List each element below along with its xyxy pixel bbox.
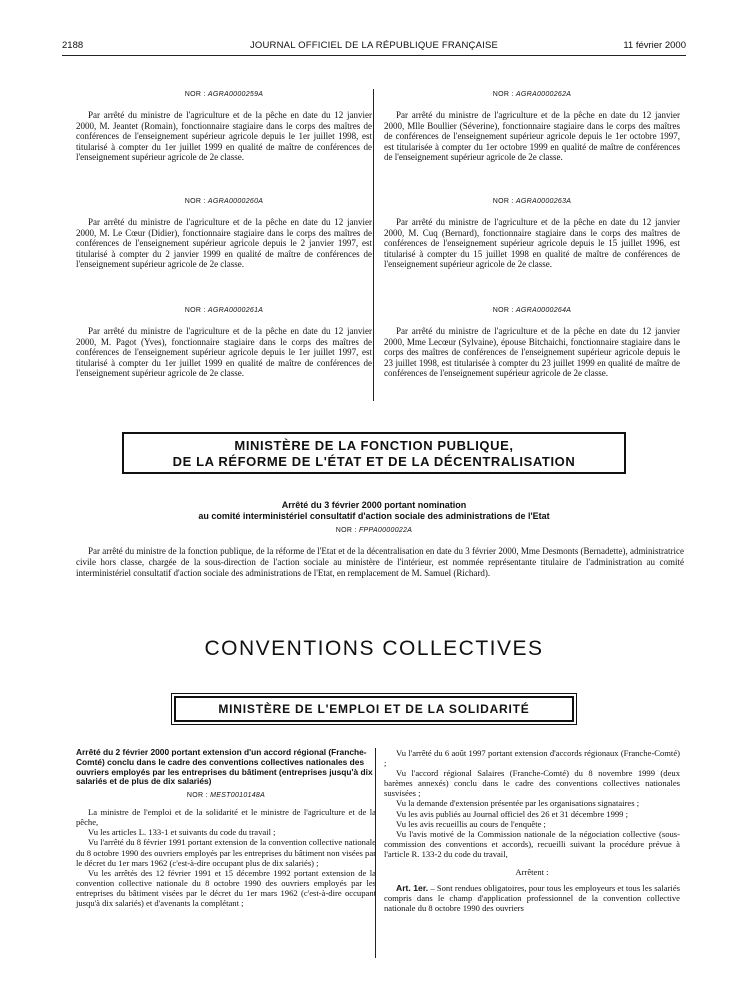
preamble-paragraph: Vu l'avis motivé de la Commission nationale de la négociation collective (sous-commission des conventions et accords), recueilli suivant la procédure prévue à l'article R. 133-2 du code du travail, — [384, 828, 680, 859]
preamble-paragraph: La ministre de l'emploi et de la solidarité et le ministre de l'agriculture et de la pêche, — [76, 807, 376, 828]
nor-reference: NOR : MEST0010148A — [186, 792, 266, 800]
ministry-heading-line-2: DE LA RÉFORME DE L'ÉTAT ET DE LA DÉCENTRALISATION — [172, 454, 576, 469]
right-column-entry-2 — [384, 198, 680, 270]
preamble-paragraph: Vu les articles L. 133-1 et suivants du code du travail ; — [88, 827, 276, 838]
arrete-title — [62, 500, 686, 522]
nor-reference: NOR : AGRA0000264A — [492, 307, 572, 314]
decree-text: Par arrêté du ministre de l'agriculture et de la pêche en date du 12 janvier 2000, M. Cuq (Bernard), fonctionnaire stagiaire dans le corps des maîtres de conférences de l'enseignement supérieur agricole depuis le 15 juillet 1996, est titularisé à compter du 15 juillet 1998 en qualité de maître de conférences de l'enseignement supérieur agricole de 2e classe. — [384, 217, 680, 270]
nor-reference: NOR : AGRA0000260A — [184, 198, 264, 205]
nor-reference: NOR : AGRA0000262A — [492, 91, 572, 98]
arrete-emploi-right — [384, 748, 680, 913]
arretent-label: Arrêtent : — [515, 867, 549, 878]
ministry-heading-emploi: MINISTÈRE DE L'EMPLOI ET DE LA SOLIDARITÉ — [174, 696, 574, 722]
article-1-text: – Sont rendues obligatoires, pour tous les employeurs et tous les salariés compris dans le champ d'application professionnel de la convention collective nationale du 8 octobre 1990 des ouvriers — [384, 883, 680, 914]
ministry-heading-fonction-publique — [122, 432, 626, 474]
page-header — [62, 40, 686, 54]
article-1-label: Art. 1er. — [396, 883, 429, 894]
preamble-paragraph: Vu l'accord régional Salaires (Franche-Comté) du 8 novembre 1999 (deux barèmes annexés) conclu dans le cadre des conventions collectives nationales susvisées ; — [384, 768, 680, 799]
right-column-entry-1 — [384, 91, 680, 163]
nor-reference: NOR : AGRA0000263A — [492, 198, 572, 205]
decree-text: Par arrêté du ministre de l'agriculture et de la pêche en date du 12 janvier 2000, M. Le Cœur (Didier), fonctionnaire stagiaire dans le corps des maîtres de conférences de l'enseignement supérieur agricole depuis le 2 janvier 1997, est titularisé à compter du 2 janvier 1999 en qualité de maître de conférences de l'enseignement supérieur agricole de 2e classe. — [76, 217, 372, 270]
arrete-emploi-left — [76, 748, 376, 908]
preamble-paragraph: Vu la demande d'extension présentée par les organisations signataires ; — [396, 798, 640, 809]
preamble-paragraph: Vu les avis recueillis au cours de l'enquête ; — [396, 818, 546, 829]
right-column-entry-3 — [384, 307, 680, 379]
header-rule — [62, 55, 686, 56]
column-divider — [373, 89, 374, 401]
arrete-title-line-1: Arrêté du 3 février 2000 portant nomination — [281, 500, 467, 510]
decree-text: Par arrêté du ministre de l'agriculture et de la pêche en date du 12 janvier 2000, Mme Lecœur (Sylvaine), épouse Bitchaichi, fonctionnaire stagiaire dans le corps des maîtres de conférences de l'enseignement supérieur agricole depuis le 23 juillet 1998, est titularisée à compter du 23 juillet 1999 en qualité de maître de conférences de l'enseignement supérieur agricole de 2e classe. — [384, 326, 680, 379]
preamble-paragraph: Vu l'arrêté du 6 août 1997 portant extension d'accords régionaux (Franche-Comté) ; — [384, 748, 680, 769]
ministry-heading-line-1: MINISTÈRE DE LA FONCTION PUBLIQUE, — [234, 438, 514, 453]
arrete-title-line-2: au comité interministériel consultatif d'action sociale des administrations de l'Etat — [198, 511, 550, 521]
journal-title: JOURNAL OFFICIEL DE LA RÉPUBLIQUE FRANÇAISE — [249, 40, 499, 51]
left-column-entry-1 — [76, 91, 372, 163]
decree-text: Par arrêté du ministre de l'agriculture et de la pêche en date du 12 janvier 2000, M. Jeantet (Romain), fonctionnaire stagiaire dans le corps des maîtres de conférences de l'enseignement supérieur agricole depuis le 1er juillet 1998, est titularisé à compter du 1er juillet 1999 en qualité de maître de conférences de l'enseignement supérieur agricole de 2e classe. — [76, 110, 372, 163]
nor-reference: NOR : AGRA0000261A — [184, 307, 264, 314]
article-1 — [384, 883, 680, 913]
arrete-title: Arrêté du 2 février 2000 portant extension d'un accord régional (Franche-Comté) conclu dans le cadre des conventions collectives nationales des ouvriers employés par les entreprises du bâtiment (entreprises jusqu'à dix salariés et de plus de dix salariés) — [76, 747, 373, 787]
left-column-entry-3 — [76, 307, 372, 379]
preamble-paragraph: Vu les arrêtés des 12 février 1991 et 15 décembre 1992 portant extension de la convention collective nationale du 8 octobre 1990 des ouvriers employés par les entreprises du bâtiment visées par le décret du 1er mars 1962 (c'est-à-dire occupant jusqu'à dix salariés) et d'avenants la complétant ; — [76, 867, 376, 909]
decree-text: Par arrêté du ministre de l'agriculture et de la pêche en date du 12 janvier 2000, M. Pagot (Yves), fonctionnaire stagiaire dans le corps des maîtres de conférences de l'enseignement supérieur agricole depuis le 1er juillet 1997, est titularisé à compter du 1er juillet 1999 en qualité de maître de conférences de l'enseignement supérieur agricole de 2e classe. — [76, 326, 372, 379]
arrete-text: Par arrêté du ministre de la fonction publique, de la réforme de l'Etat et de la décentralisation en date du 3 février 2000, Mme Desmonts (Bernadette), administratrice civile hors classe, chargée de la sous-direction de l'action sociale au ministère de l'intérieur, est nommée représentante titulaire de l'administration au comité interministériel consultatif d'action sociale des administrations de l'Etat, en remplacement de M. Samuel (Richard). — [76, 546, 684, 578]
left-column-entry-2 — [76, 198, 372, 270]
section-title: CONVENTIONS COLLECTIVES — [204, 637, 544, 660]
nor-reference: NOR : FPPA0000022A — [335, 527, 413, 534]
preamble-paragraph: Vu l'arrêté du 8 février 1991 portant extension de la convention collective nationale du 8 octobre 1990 des ouvriers employés par les entreprises du bâtiment non visées par le décret du 1er mars 1962 (c'est-à-dire occupant plus de dix salariés) ; — [76, 837, 376, 868]
issue-date: 11 février 2000 — [623, 40, 686, 51]
column-divider — [375, 748, 376, 958]
preamble-paragraph: Vu les avis publiés au Journal officiel des 26 et 31 décembre 1999 ; — [396, 808, 629, 819]
nor-reference: NOR : AGRA0000259A — [184, 91, 264, 98]
decree-text: Par arrêté du ministre de l'agriculture et de la pêche en date du 12 janvier 2000, Mlle Boullier (Séverine), fonctionnaire stagiaire dans le corps des maîtres de conférences de l'enseignement supérieur agricole depuis le 1er octobre 1997, est titularisée à compter du 1er octobre 1999 en qualité de maître de conférences de l'enseignement supérieur agricole de 2e classe. — [384, 110, 680, 163]
page-number: 2188 — [62, 40, 84, 51]
